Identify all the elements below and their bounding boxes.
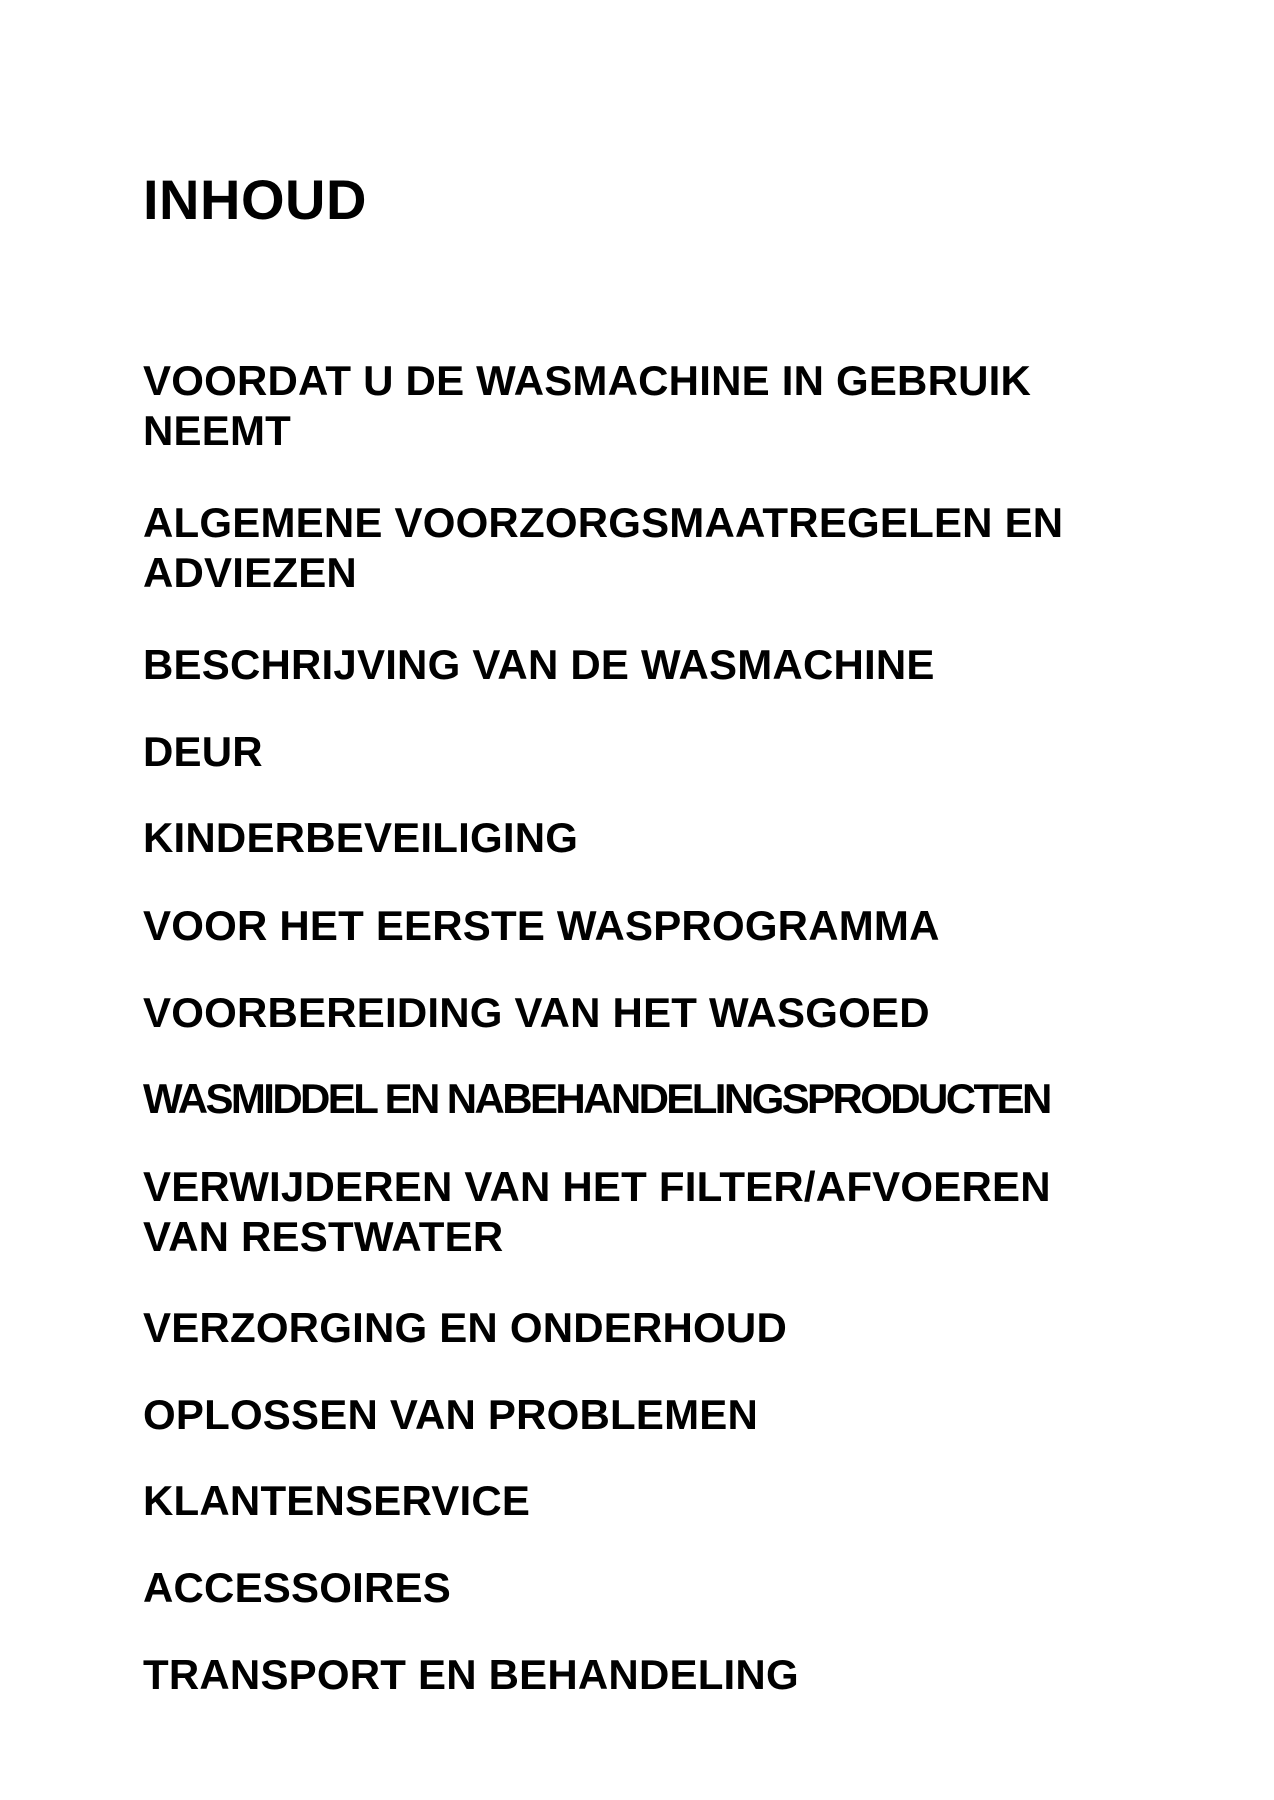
toc-item-verzorging-onderhoud	[143, 1303, 1153, 1353]
toc-item-wasmiddel	[143, 1074, 1153, 1124]
toc-item-text: VOORBEREIDING VAN HET WASGOED	[143, 989, 930, 1036]
toc-item-transport	[143, 1650, 1153, 1700]
toc-item-accessoires	[143, 1563, 1153, 1613]
toc-item-oplossen-problemen	[143, 1390, 1153, 1440]
toc-item-text: TRANSPORT EN BEHANDELING	[143, 1651, 799, 1698]
toc-item-text: VERWIJDEREN VAN HET FILTER/AFVOEREN	[143, 1163, 1051, 1210]
toc-item-text: ALGEMENE VOORZORGSMAATREGELEN EN	[143, 499, 1064, 546]
toc-item-text: VOOR HET EERSTE WASPROGRAMMA	[143, 902, 940, 949]
toc-item-kinderbeveiliging	[143, 813, 1153, 863]
toc-item-text: OPLOSSEN VAN PROBLEMEN	[143, 1391, 759, 1438]
toc-item-voordat-u-de-wasmachine	[143, 356, 1153, 456]
toc-item-text: VAN RESTWATER	[143, 1213, 504, 1260]
toc-item-klantenservice	[143, 1476, 1153, 1526]
toc-item-text: BESCHRIJVING VAN DE WASMACHINE	[143, 641, 935, 688]
toc-item-text: KLANTENSERVICE	[143, 1477, 531, 1524]
toc-item-algemene-voorzorgsmaatregelen	[143, 498, 1153, 598]
toc-item-text: NEEMT	[143, 407, 291, 454]
toc-item-text: KINDERBEVEILIGING	[143, 814, 579, 861]
toc-item-deur	[143, 727, 1153, 777]
toc-item-text: DEUR	[143, 728, 263, 775]
toc-item-text: VERZORGING EN ONDERHOUD	[143, 1304, 787, 1351]
toc-item-text: VOORDAT U DE WASMACHINE IN GEBRUIK	[143, 357, 1032, 404]
toc-item-voorbereiding-wasgoed	[143, 988, 1153, 1038]
toc-item-text: WASMIDDEL EN NABEHANDELINGSPRODUCTEN	[143, 1075, 1050, 1122]
toc-item-eerste-wasprogramma	[143, 901, 1153, 951]
toc-item-beschrijving	[143, 640, 1153, 690]
page-title: INHOUD	[143, 168, 367, 231]
toc-item-verwijderen-filter	[143, 1162, 1153, 1262]
toc-item-text: ADVIEZEN	[143, 549, 357, 596]
toc-item-text: ACCESSOIRES	[143, 1564, 451, 1611]
